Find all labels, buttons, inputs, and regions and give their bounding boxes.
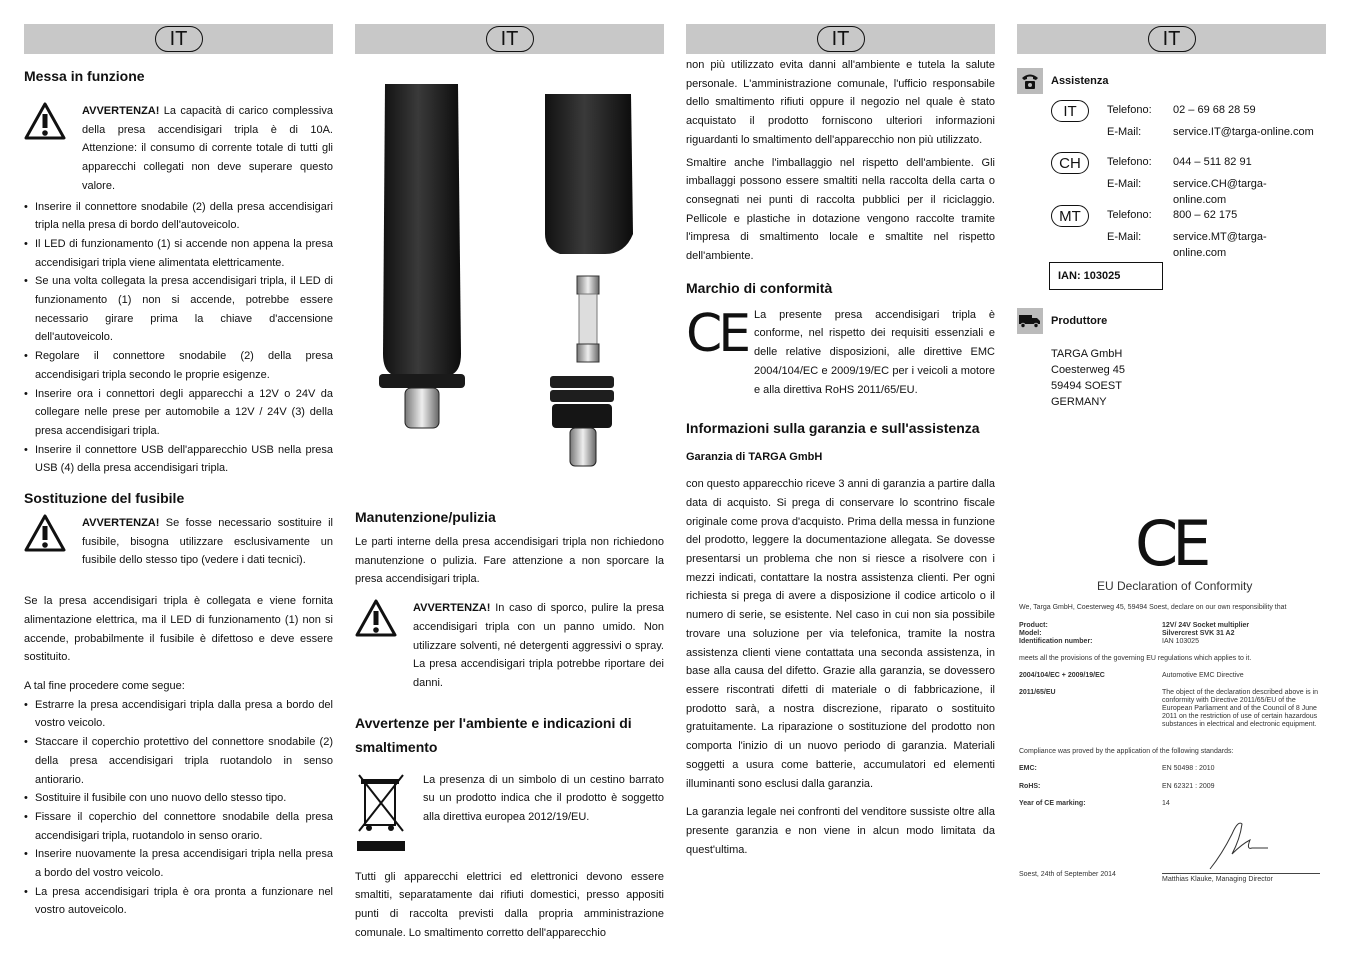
column-2 — [355, 24, 664, 942]
language-badge: IT — [1148, 26, 1196, 52]
truck-icon — [1017, 308, 1043, 334]
paragraph: La garanzia legale nei confronti del venditore sussiste oltre alla presente garanzia e non viene in alcun modo limitata da quest'ultima. — [686, 806, 995, 856]
declaration-text: We, Targa GmbH, Coesterweg 45, 59494 Soest, declare on our own responsibility that — [1019, 604, 1287, 611]
year-value: 14 — [1162, 800, 1170, 807]
crossed-bin-icon — [355, 771, 411, 858]
product-photo — [355, 54, 664, 474]
standard-value: EN 62321 : 2009 — [1162, 783, 1215, 790]
product-value: 12V/ 24V Socket multiplier — [1162, 622, 1250, 629]
language-badge: IT — [486, 26, 534, 52]
id-value: IAN 103025 — [1162, 638, 1199, 645]
producer-header — [1017, 308, 1326, 334]
country-badge: CH — [1051, 152, 1089, 174]
standard-value: EN 50498 : 2010 — [1162, 765, 1215, 772]
declaration-title: EU Declaration of Conformity — [1097, 579, 1253, 593]
setup-list — [24, 198, 333, 479]
country-badge: MT — [1051, 205, 1089, 227]
ce-mark-icon: CE — [1135, 507, 1206, 580]
address-line: Coesterweg 45 — [1051, 364, 1125, 376]
list-item: • Inserire il connettore snodabile (2) della presa accendisigari tripla nella presa di bordo dell'autoveicolo. — [24, 198, 333, 235]
contact-table — [1017, 102, 1326, 262]
list-item: • Regolare il connettore snodabile (2) della presa accendisigari tripla secondo le proprie esigenze. — [24, 347, 333, 384]
paragraph: La presenza di un simbolo di un cestino barrato su un prodotto indica che il prodotto è soggetto alla direttiva europea 2012/19/EU. — [423, 773, 664, 824]
paragraph: con questo apparecchio riceve 3 anni di garanzia a partire dalla data di acquisto. Si prega di conservare lo scontrino fiscale originale come prova d'acquisto. Prima della messa in funzione del prodotto, leggere la documentazione allegata. Se dovesse presentarsi un problema che non si riesce a risolvere con i mezzi indicati, contattare la nostra assistenza clienti. Per ogni richiesta si prega di avere a disposizione il codice articolo o il numero di serie, se esistente. Nel caso in cui non sia possibile trovare una soluzione per via telefonica, tramite la nostra assistenza clienti viene contattata una seconda assistenza, in base alla causa del difetto. Grazie alla garanzia, se dovessero essere riscontrati difetti di materiale o di fabbricazione, il prodotto sarà, a nostra discrezione, riparato o sostituito gratuitamente. La riparazione o sostituzione del prodotto non comporta l'inizio di un nuovo periodo di garanzia. Materiali soggetti a usura come batterie, accumulatori ed elementi illuminanti sono esclusi dalla garanzia. — [686, 478, 995, 790]
email-label: E-Mail: — [1107, 178, 1142, 190]
paragraph: La presente presa accendisigari tripla è conforme, nel rispetto dei requisiti essenziali e delle relative disposizioni, alle direttive EMC 2004/104/EC e 2009/19/EC per i veicoli a motore e alla direttiva RoHS 2011/65/EU. — [754, 308, 995, 396]
email-address: service.MT@targa-online.com — [1173, 231, 1267, 259]
fuse-list — [24, 696, 333, 920]
language-badge: IT — [155, 26, 203, 52]
service-title: Assistenza — [1051, 75, 1109, 87]
country-badge: IT — [1051, 100, 1089, 122]
service-header — [1017, 68, 1326, 94]
directive-label: 2004/104/EC + 2009/19/EC — [1019, 672, 1105, 679]
column-1 — [24, 24, 333, 920]
list-item: • Sostituire il fusibile con uno nuovo dello stesso tipo. — [24, 789, 333, 808]
phone-number: 02 – 69 68 28 59 — [1173, 104, 1256, 116]
email-address: service.IT@targa-online.com — [1173, 126, 1314, 138]
phone-label: Telefono: — [1107, 209, 1152, 221]
model-label: Model: — [1019, 630, 1042, 637]
standard-label: EMC: — [1019, 765, 1037, 772]
language-header — [355, 24, 664, 54]
disposal-block — [355, 771, 664, 858]
producer-address — [1051, 346, 1326, 410]
list-item: • Inserire nuovamente la presa accendisigari tripla nella presa a bordo del vostro veicolo. — [24, 845, 333, 882]
language-header — [24, 24, 333, 54]
signature-icon — [1202, 814, 1272, 874]
list-item: • Se una volta collegata la presa accendisigari tripla, il LED di funzionamento (1) non si accende, potrebbe essere necessario girare prima la chiave d'accensione dell'autoveicolo. — [24, 272, 333, 347]
directive-value: The object of the declaration described above is in conformity with Directive 2011/65/EU of the European Parliament and of the Council of 8 June 2011 on the restriction of use of certain hazardous substances in electrical and electronic equipment. — [1162, 689, 1319, 728]
list-item: • Staccare il coperchio protettivo del connettore snodabile (2) della presa accendisigari tripla ruotandolo in senso antiorario. — [24, 733, 333, 789]
paragraph: Se la presa accendisigari tripla è collegata e viene fornita alimentazione elettrica, ma il LED di funzionamento (1) non si accende, probabilmente il fusibile è difettoso e deve essere sostituito. — [24, 595, 333, 664]
warning-block — [355, 599, 664, 693]
section-title-setup: Messa in funzione — [24, 68, 145, 84]
list-item: • Inserire ora i connettori degli apparecchi a 12V o 24V da collegare nelle prese per automobile a 12V / 24V (3) della presa accendisigari tripla. — [24, 385, 333, 441]
list-item: • La presa accendisigari tripla è ora pronta a funzionare nel vostro autoveicolo. — [24, 883, 333, 920]
section-title-fuse: Sostituzione del fusibile — [24, 490, 185, 507]
list-item: • Inserire il connettore USB dell'apparecchio USB nella presa USB (4) della presa accendisigari tripla. — [24, 441, 333, 478]
directive-value: Automotive EMC Directive — [1162, 672, 1244, 679]
model-value: Silvercrest SVK 31 A2 — [1162, 630, 1235, 637]
section-title-warranty: Informazioni sulla garanzia e sull'assistenza — [686, 420, 980, 437]
language-header — [686, 24, 995, 54]
email-label: E-Mail: — [1107, 126, 1142, 138]
column-4 — [1017, 24, 1326, 883]
section-title-conformity: Marchio di conformità — [686, 279, 833, 296]
declaration-text: meets all the provisions of the governing EU regulations which applies to it. — [1019, 655, 1252, 662]
address-line: GERMANY — [1051, 396, 1107, 408]
ce-mark-icon: CE — [686, 303, 748, 364]
paragraph: A tal fine procedere come segue: — [24, 679, 185, 692]
phone-label: Telefono: — [1107, 156, 1152, 168]
email-address: service.CH@targa-online.com — [1173, 178, 1267, 206]
id-label: Identification number: — [1019, 638, 1093, 645]
signer-name: Matthias Klauke, Managing Director — [1162, 876, 1273, 883]
language-badge: IT — [817, 26, 865, 52]
list-item: • Il LED di funzionamento (1) si accende non appena la presa accendisigari tripla viene alimentata elettricamente. — [24, 235, 333, 272]
paragraph: Tutti gli apparecchi elettrici ed elettronici devono essere smaltiti, separatamente dai rifiuti domestici, presso appositi punti di raccolta previsti dalla propria amministrazione comunale. Lo smaltimento corretto dell'apparecchio — [355, 870, 664, 939]
language-header — [1017, 24, 1326, 54]
list-item: • Estrarre la presa accendisigari tripla dalla presa a bordo del vostro veicolo. — [24, 696, 333, 733]
warning-label: AVVERTENZA! — [82, 517, 160, 530]
address-line: TARGA GmbH — [1051, 348, 1123, 360]
list-item: • Fissare il coperchio del connettore snodabile della presa accendisigari tripla, ruotandolo in senso orario. — [24, 808, 333, 845]
paragraph: Smaltire anche l'imballaggio nel rispetto dell'ambiente. Gli imballaggi possono essere smaltiti nella raccolta della carta o consegnati nei punti di raccolta pubblici per il riciclaggio. Pellicole e plastiche in dotazione vengono raccolte tramite l'impresa di smaltimento locale e smaltite nel rispetto dell'ambiente. — [686, 156, 995, 263]
conformity-block — [686, 303, 995, 400]
phone-number: 800 – 62 175 — [1173, 209, 1238, 221]
section-title-maintenance: Manutenzione/pulizia — [355, 509, 496, 525]
ian-box: IAN: 103025 — [1049, 262, 1163, 290]
place-date: Soest, 24th of September 2014 — [1019, 871, 1116, 878]
paragraph: non più utilizzato evita danni all'ambiente e tutela la salute personale. L'amministrazione comunale, l'ufficio responsabile dello smaltimento rifiuti oppure il negozio nel quale è stato acquistato il prodotto forniscono ulteriori informazioni riguardanti lo smaltimento dell'apparecchio non più utilizzato. — [686, 59, 995, 146]
standard-label: RoHS: — [1019, 783, 1041, 790]
year-label: Year of CE marking: — [1019, 800, 1086, 807]
warning-text: In caso di sporco, pulire la presa accendisigari tripla con un panno umido. Non utilizzare solventi, né detergenti aggressivi o spray. La presa accendisigari tripla potrebbe riportare dei danni. — [413, 602, 664, 689]
warranty-subtitle: Garanzia di TARGA GmbH — [686, 451, 823, 464]
section-title-environment: Avvertenze per l'ambiente e indicazioni di smaltimento — [355, 714, 632, 755]
warning-text: Se fosse necessario sostituire il fusibile, bisogna utilizzare esclusivamente un fusibile dello stesso tipo (vedere i dati tecnici). — [82, 517, 333, 567]
product-label: Product: — [1019, 622, 1048, 629]
eu-declaration — [1017, 509, 1326, 909]
paragraph: Le parti interne della presa accendisigari tripla non richiedono manutenzione o pulizia. Fare attenzione a non sporcare la presa accendisigari tripla. — [355, 536, 664, 586]
warning-label: AVVERTENZA! — [82, 105, 160, 117]
producer-title: Produttore — [1051, 315, 1108, 327]
warning-block — [24, 102, 333, 196]
phone-label: Telefono: — [1107, 104, 1152, 116]
column-3 — [686, 24, 995, 859]
signature-line — [1162, 873, 1320, 874]
warning-block — [24, 514, 333, 570]
warning-icon — [355, 599, 401, 693]
email-label: E-Mail: — [1107, 231, 1142, 243]
declaration-text: Compliance was proved by the application of the following standards: — [1019, 748, 1234, 755]
warning-icon — [24, 102, 70, 196]
directive-label: 2011/65/EU — [1019, 689, 1056, 696]
warning-text: La capacità di carico complessiva della presa accendisigari tripla è di 10A. Attenzione: il consumo di corrente totale di tutti gli apparecchi collegati non deve superare questo valore. — [82, 105, 333, 192]
warning-label: AVVERTENZA! — [413, 602, 491, 615]
address-line: 59494 SOEST — [1051, 380, 1122, 392]
phone-number: 044 – 511 82 91 — [1173, 156, 1252, 168]
telephone-icon — [1017, 68, 1043, 94]
warning-icon — [24, 514, 70, 570]
